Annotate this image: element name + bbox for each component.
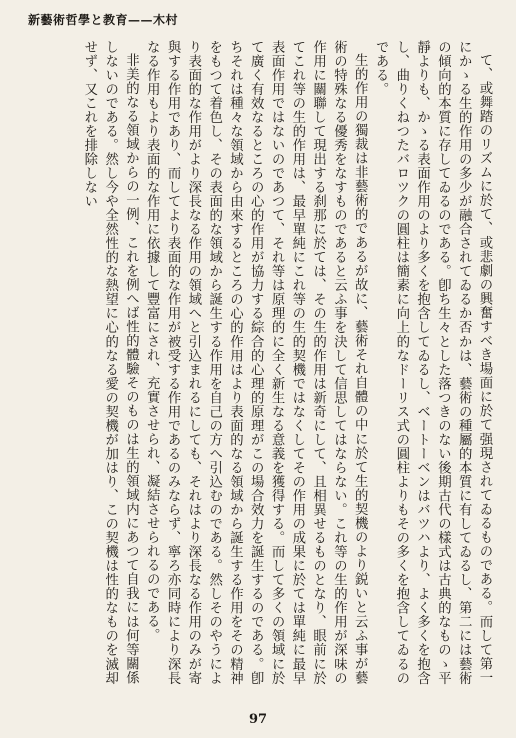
paragraph-3: 非美的なる領域からの一例、これを例へば性的體驗そのものは生的領域内にあつて自我には何等關係しないのである。然し今や全然性的な熱望に心的なる愛の契機が加はり、この契機は性的なものを滅却せず、又これを排除しない	[81, 40, 139, 685]
vertical-text-body	[32, 40, 494, 685]
paragraph-1: て、或舞踏のリズムに於て、或悲劇の興奮すべき場面に於て强現されてゐるものである。而して第一にかゝる生的作用の多少が融合されてゐるか否かは、藝術の種屬的本質に有してゐるし、第二には藝術の傾向的本質に存してゐるのである。卽ち生々とした落つきのない後期古代の樣式は古典的なものゝ平靜よりも、かゝる表面作用のより多くを抱含してゐるし、ベートーベンはバツハより、よく多くを抱含し、曲りくねつたバロツクの圓柱は簡素に向上的なドーリス式の圓柱よりもその多くを抱含してゐるのである。	[373, 40, 492, 685]
running-head: 新藝術哲學と教育——木村	[28, 13, 179, 27]
paragraph-2: 生的作用の獨裁は非藝術的であるが故に、藝術それ自體の中に於て生的契機のより鋭いと云ふ事が藝術の特殊なる優秀をなすものであると云ふ事を決して信思してはならない。これ等の生的作用が深味の作用に關聯して現出する刹那に於ては、その生的作用は新奇にして、且相異せるものとなり、眼前に於てこれ等の生的作用は、最早單純にこれ等の生的契機ではなくしてその作用の成果に於ては單純に最早表面作用ではないのであつて、それ等は原理的に全く新生なる意義を獲得する。而して多くの領域に於て廣く有效なるところの心的作用が協力する綜合的心理的原理がこの場合效力を誕生するのである。卽ちそれは種々な領域から由來するところの心的作用はより表面的なる領域から誕生する作用をその精神をもつて着色し、その表面的な領域から誕生する作用を自己の方へ引込むのである。然しそのやうにより表面的な作用がより深長なる作用の領域へと引込まれるにしても、それはより深長なる作用のみが寄與する作用であり、而してより表面的な作用が被受する作用であるのみならず、寧ろ亦同時により深長なる作用もより表面的な作用に依據して豐富にされ、充實させられ、凝結させられるのである。	[144, 40, 368, 685]
page-number: 97	[248, 712, 268, 727]
